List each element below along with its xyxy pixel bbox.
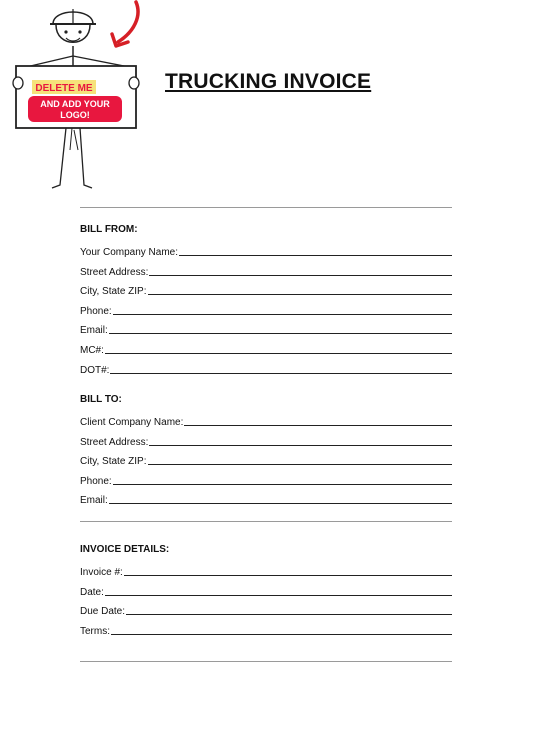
logo-text-line2: AND ADD YOUR xyxy=(40,99,110,109)
field-email[interactable]: Email: xyxy=(80,322,452,336)
field-your-company-name[interactable]: Your Company Name: xyxy=(80,244,452,258)
invoice-details-heading: INVOICE DETAILS: xyxy=(80,544,170,555)
bill-from-section xyxy=(80,224,452,381)
logo-text-line3: LOGO! xyxy=(60,110,90,120)
bill-to-heading: BILL TO: xyxy=(80,394,122,405)
divider xyxy=(80,207,452,208)
field-invoice-number[interactable]: Invoice #: xyxy=(80,564,452,578)
field-due-date[interactable]: Due Date: xyxy=(80,603,452,617)
divider xyxy=(80,521,452,522)
face-icon xyxy=(56,25,90,42)
field-client-city-state-zip[interactable]: City, State ZIP: xyxy=(80,453,452,467)
field-client-street-address[interactable]: Street Address: xyxy=(80,434,452,448)
field-client-phone[interactable]: Phone: xyxy=(80,473,452,487)
bill-from-heading: BILL FROM: xyxy=(80,224,138,235)
logo-text-line1: DELETE ME xyxy=(35,83,93,94)
field-client-email[interactable]: Email: xyxy=(80,492,452,506)
field-client-company-name[interactable]: Client Company Name: xyxy=(80,414,452,428)
logo-placeholder-illustration[interactable] xyxy=(8,0,148,195)
field-terms[interactable]: Terms: xyxy=(80,623,452,637)
field-city-state-zip[interactable]: City, State ZIP: xyxy=(80,283,452,297)
invoice-details-section xyxy=(80,544,452,642)
field-street-address[interactable]: Street Address: xyxy=(80,264,452,278)
document-title: TRUCKING INVOICE xyxy=(165,70,372,93)
arrow-icon xyxy=(118,2,138,42)
field-date[interactable]: Date: xyxy=(80,584,452,598)
field-dot-number[interactable]: DOT#: xyxy=(80,362,452,376)
divider xyxy=(80,661,452,662)
field-phone[interactable]: Phone: xyxy=(80,303,452,317)
bill-to-section xyxy=(80,394,452,512)
field-mc-number[interactable]: MC#: xyxy=(80,342,452,356)
